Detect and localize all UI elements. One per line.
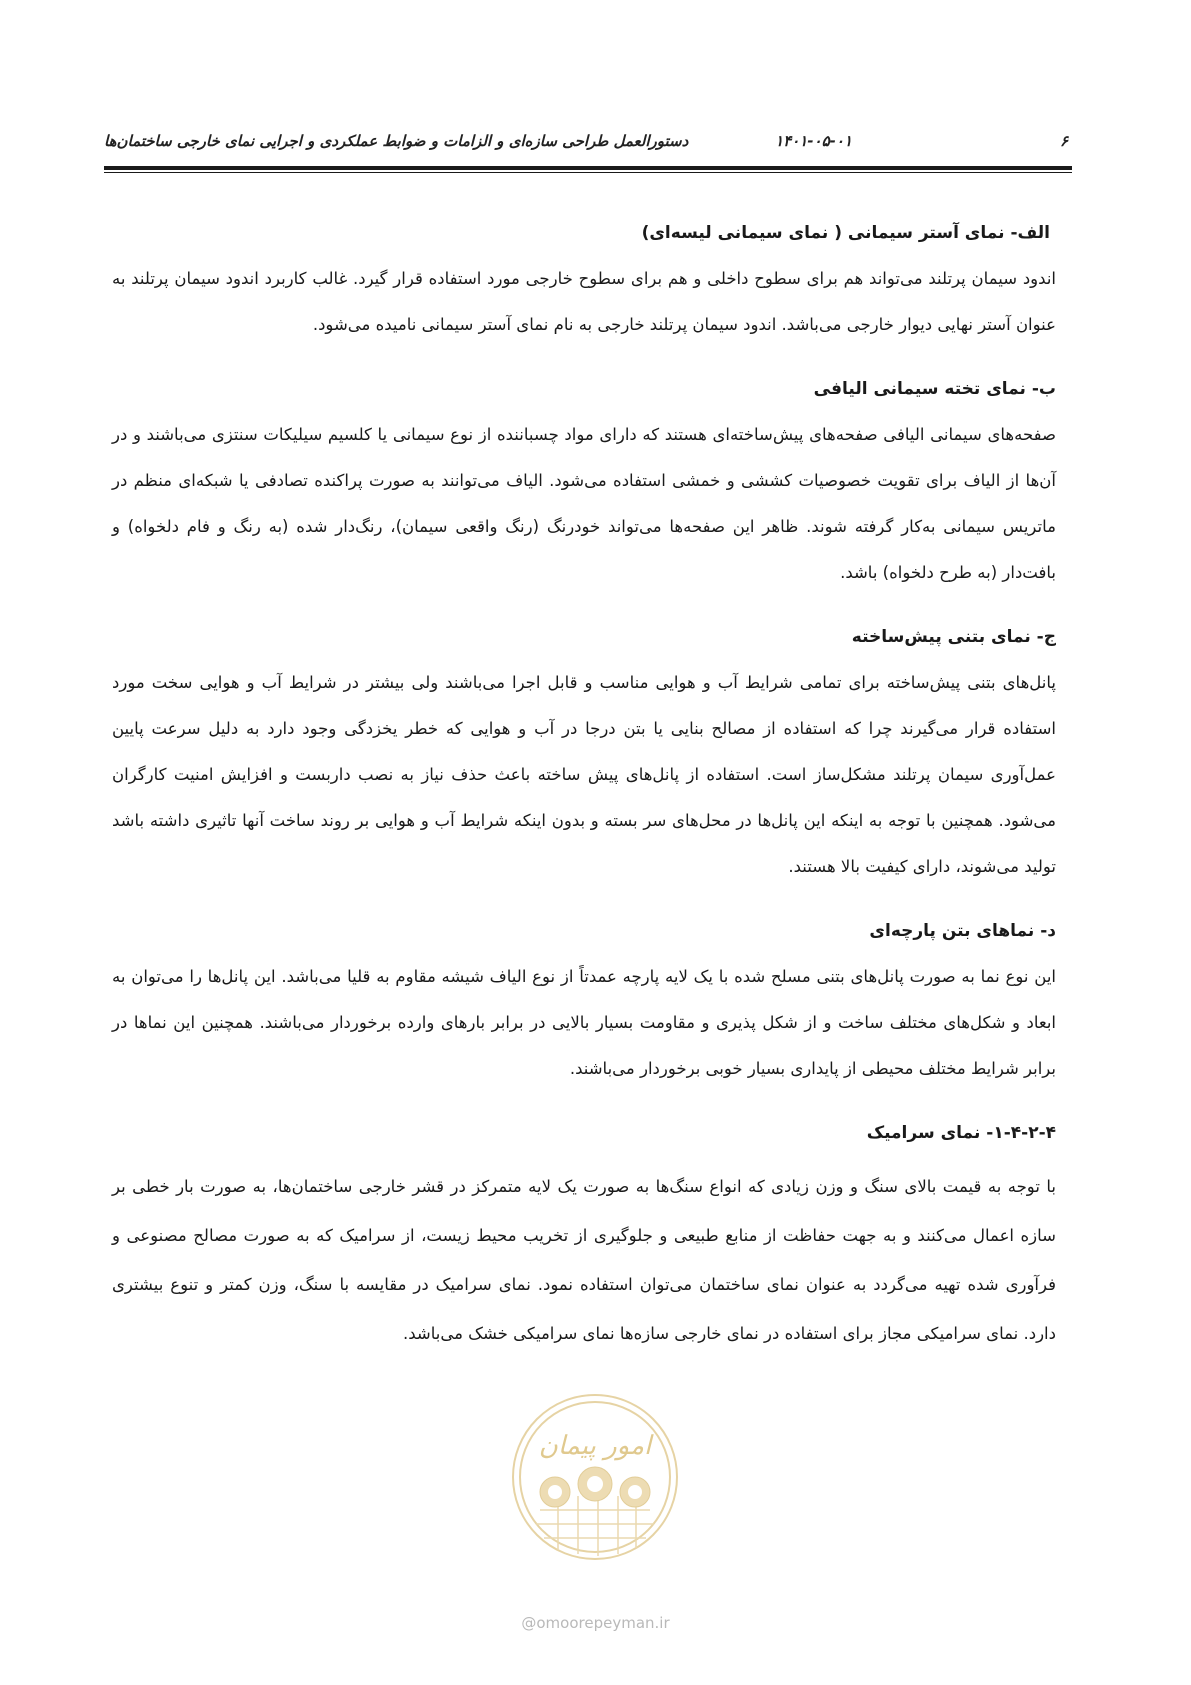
section-paragraph-ceramic: با توجه به قیمت بالای سنگ و وزن زیادی که انواع سنگ‌ها به صورت یک لایه متمرکز در قشر خارجی ساختمان‌ها، به صورت بار خطی بر سازه اعمال می‌کنند و به جهت حفاظت از منابع طبیعی و جلوگیری از تخریب محیط زیست، از سرامیک که به صورت مصالح مصنوعی و فرآوری شده تهیه می‌گردد به عنوان نمای ساختمان می‌توان استفاده نمود. نمای سرامیک در مقایسه با سنگ، وزن کمتر و تنوع بیشتری دارد. نمای سرامیکی مجاز برای استفاده در نمای خارجی سازه‌ها نمای سرامیکی خشک می‌باشد.: [112, 1177, 1056, 1343]
omoore-peyman-seal-icon: [510, 1392, 680, 1562]
section-heading-jim: ج- نمای بتنی پیش‌ساخته: [851, 627, 1056, 647]
header-date: ۱۴۰۱-۰۵-۰۱: [775, 132, 852, 150]
document-body: [112, 210, 1056, 1376]
watermark-site: @omoorepeyman.ir: [521, 1614, 670, 1632]
page-number: ۶: [1059, 132, 1068, 150]
header-rule-thin: [104, 172, 1072, 173]
section-heading-dal: د- نماهای بتن پارچه‌ای: [869, 921, 1056, 941]
section-heading-ceramic: ۱-۴-۲-۴- نمای سرامیک: [866, 1123, 1056, 1143]
header-rule-thick: [104, 166, 1072, 170]
section-paragraph-dal: این نوع نما به صورت پانل‌های بتنی مسلح شده با یک لایه پارچه عمدتاً از نوع الیاف شیشه مقاوم به قلیا می‌باشد. این پانل‌ها را می‌توان به ابعاد و شکل‌های مختلف ساخت و از شکل پذیری و مقاومت بسیار بالایی در برابر بارهای وارده برخوردار می‌باشند. همچنین این نماها در برابر شرایط مختلف محیطی از پایداری بسیار خوبی برخوردار می‌باشند.: [112, 967, 1056, 1078]
section-heading-be: ب- نمای تخته سیمانی الیافی: [813, 379, 1056, 399]
section-paragraph-jim: پانل‌های بتنی پیش‌ساخته برای تمامی شرایط آب و هوایی مناسب و قابل اجرا می‌باشند ولی بیشتر در شرایط آب و هوایی سخت مورد استفاده قرار می‌گیرند چرا که استفاده از مصالح بنایی یا بتن درجا در آب و هوایی که خطر یخزدگی وجود دارد به دلیل سرعت پایین عمل‌آوری سیمان پرتلند مشکل‌ساز است. استفاده از پانل‌های پیش ساخته باعث حذف نیاز به نصب داربست و افزایش امنیت کارگران می‌شود. همچنین با توجه به اینکه این پانل‌ها در محل‌های سر بسته و بدون اینکه شرایط آب و هوایی بر روند ساخت آنها تاثیری داشته باشد تولید می‌شوند، دارای کیفیت بالا هستند.: [112, 673, 1056, 876]
header-title: دستورالعمل طراحی سازه‌ای و الزامات و ضوابط عملکردی و اجرایی نمای خارجی ساختمان‌ها: [104, 132, 689, 150]
page-header: [104, 128, 1072, 156]
logo-text: امور پیمان: [538, 1431, 652, 1461]
section-heading-alef: الف- نمای آستر سیمانی ( نمای سیمانی لیسه‌ای): [641, 223, 1050, 243]
section-paragraph-be: صفحه‌های سیمانی الیافی صفحه‌های پیش‌ساخته‌ای هستند که دارای مواد چسباننده از نوع سیمانی یا کلسیم سیلیکات سنتزی می‌باشند و در آن‌ها از الیاف برای تقویت خصوصیات کششی و خمشی استفاده می‌شود. الیاف می‌توانند به صورت پراکنده تصادفی یا شبکه‌ای منظم در ماتریس سیمانی به‌کار گرفته شوند. ظاهر این صفحه‌ها می‌تواند خودرنگ (رنگ واقعی سیمان)، رنگ‌دار شده (به رنگ و فام دلخواه) و بافت‌دار (به طرح دلخواه) باشد.: [112, 425, 1056, 582]
section-paragraph-alef: اندود سیمان پرتلند می‌تواند هم برای سطوح داخلی و هم برای سطوح خارجی مورد استفاده قرار گیرد. غالب کاربرد اندود سیمان پرتلند به عنوان آستر نهایی دیوار خارجی می‌باشد. اندود سیمان پرتلند خارجی به نام نمای آستر سیمانی نامیده می‌شود.: [112, 269, 1056, 334]
